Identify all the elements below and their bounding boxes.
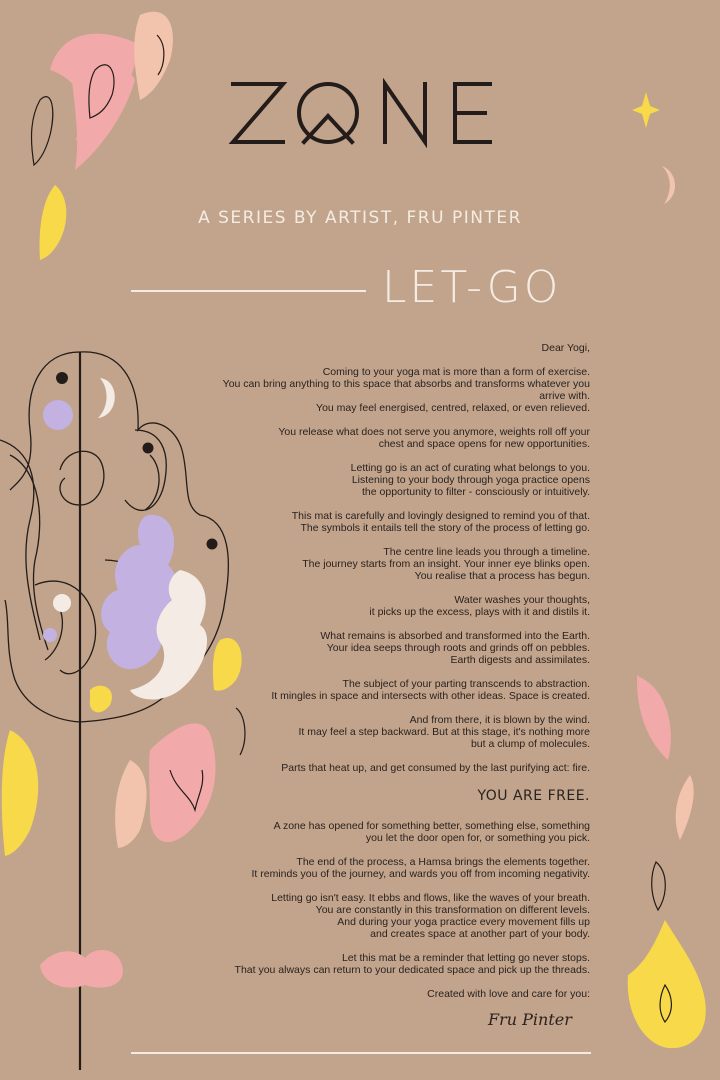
letter-highlight: YOU ARE FREE. xyxy=(477,788,590,804)
letter-paragraph: You release what does not serve you anymore, weights roll off your chest and space opens for new opportunities. xyxy=(278,426,590,450)
letter-paragraph: Let this mat be a reminder that letting go never stops. That you always can return to your dedicated space and pick up the threads. xyxy=(234,952,590,976)
series-subtitle: A SERIES BY ARTIST, FRU PINTER xyxy=(198,208,522,228)
letter-closing: Created with love and care for you: xyxy=(427,988,590,1000)
letter-paragraph: The end of the process, a Hamsa brings the elements together. It reminds you of the journey, and wards you off from incoming negativity. xyxy=(251,856,590,880)
letter-paragraph: Letting go isn't easy. It ebbs and flows, like the waves of your breath. You are constantly in this transformation on different levels. And during your yoga practice every movement fills up and creates space at another part of your body. xyxy=(271,892,590,940)
letter-paragraph: Letting go is an act of curating what belongs to you. Listening to your body through yoga practice opens the opportunity to filter - consciously or intuitively. xyxy=(350,462,590,498)
letter-greeting: Dear Yogi, xyxy=(541,342,590,354)
letter-paragraph: Water washes your thoughts, it picks up the excess, plays with it and distils it. xyxy=(369,594,590,618)
heading-divider xyxy=(131,290,366,292)
letter-paragraph: This mat is carefully and lovingly designed to remind you of that. The symbols it entails tell the story of the process of letting go. xyxy=(291,510,590,534)
artist-signature: Fru Pinter xyxy=(488,1010,572,1029)
letter-paragraph: The subject of your parting transcends to abstraction. It mingles in space and intersects with other ideas. Space is created. xyxy=(271,678,590,702)
bottom-divider xyxy=(131,1052,591,1054)
letter-paragraph: And from there, it is blown by the wind. It may feel a step backward. But at this stage, it's nothing more but a clump of molecules. xyxy=(298,714,590,750)
zone-logo xyxy=(0,78,720,150)
letter-paragraph: A zone has opened for something better, something else, something you let the door open for, or something you pick. xyxy=(273,820,590,844)
crescent-icon xyxy=(662,166,675,204)
page-heading: LET-GO xyxy=(382,262,562,313)
letter-paragraph: The centre line leads you through a timeline. The journey starts from an insight. Your inner eye blinks open. You realise that a process has begun. xyxy=(302,546,590,582)
letter-body xyxy=(200,342,590,1012)
letter-paragraph: Parts that heat up, and get consumed by the last purifying act: fire. xyxy=(281,762,590,774)
letter-paragraph: What remains is absorbed and transformed into the Earth. Your idea seeps through roots and grinds off on pebbles. Earth digests and assimilates. xyxy=(320,630,590,666)
letter-paragraph: Coming to your yoga mat is more than a form of exercise. You can bring anything to this space that absorbs and transforms whatever you arrive with. You may feel energised, centred, relaxed, or even relieved. xyxy=(222,366,590,414)
